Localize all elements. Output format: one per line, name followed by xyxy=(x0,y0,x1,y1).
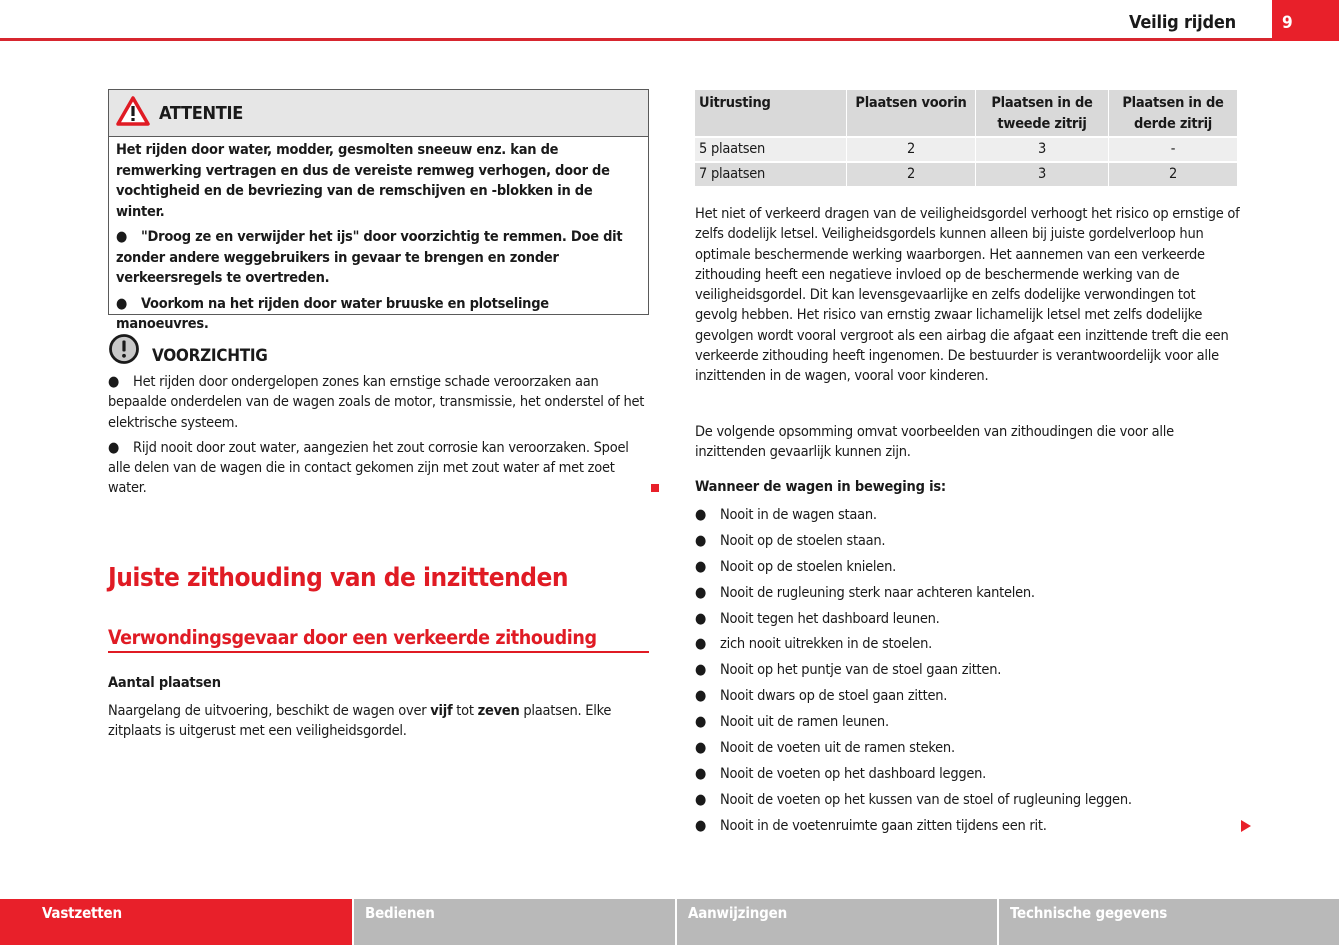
text: plaatsen. Elke zitplaats is uitgerust met een veiligheidsgordel. xyxy=(108,703,612,740)
bullet-icon: ● xyxy=(116,229,128,245)
bullet-icon: ● xyxy=(695,765,707,782)
list-item xyxy=(695,712,1240,738)
list-item-text: Nooit de voeten op het kussen van de stoel of rugleuning leggen. xyxy=(720,791,1132,808)
list-item xyxy=(695,634,1240,660)
section-title: Veilig rijden xyxy=(1129,12,1236,33)
section-heading: Juiste zithouding van de inzittenden xyxy=(108,563,568,593)
table-cell: 3 xyxy=(976,138,1109,163)
caution-body xyxy=(108,372,653,499)
bullet-icon: ● xyxy=(695,662,707,679)
list-item-text: Nooit op de stoelen knielen. xyxy=(720,558,896,575)
caution-header xyxy=(108,336,653,366)
list-item-text: Nooit op de stoelen staan. xyxy=(720,532,886,549)
list-item-text: Nooit tegen het dashboard leunen. xyxy=(720,610,940,627)
bold-five: vijf xyxy=(430,703,453,719)
bullet-icon: ● xyxy=(695,688,707,705)
column-header: Plaatsen in de derde zitrij xyxy=(1109,90,1237,138)
list-item xyxy=(695,505,1240,531)
bullet-icon: ● xyxy=(695,507,707,523)
column-header: Plaatsen in de tweede zitrij xyxy=(976,90,1109,138)
seats-table xyxy=(695,90,1237,188)
list-item-text: Nooit de rugleuning sterk naar achteren kantelen. xyxy=(720,584,1035,601)
column-header: Uitrusting xyxy=(695,90,847,138)
list-item-text: Nooit in de voetenruimte gaan zitten tijdens een rit. xyxy=(720,817,1047,834)
warning-bullet-text: Voorkom na het rijden door water bruuske en plotselinge manoeuvres. xyxy=(116,295,549,332)
warning-header xyxy=(109,90,648,137)
section-subheading: Verwondingsgevaar door een verkeerde zithouding xyxy=(108,626,649,653)
tab-vastzetten[interactable]: Vastzetten xyxy=(0,899,352,945)
list-item xyxy=(695,764,1240,790)
list-item-text: Nooit de voeten uit de ramen steken. xyxy=(720,740,955,757)
list-item xyxy=(695,660,1240,686)
list-item xyxy=(695,738,1240,764)
list-item xyxy=(695,686,1240,712)
dangerous-postures-list xyxy=(695,505,1240,842)
exclamation-circle-icon xyxy=(108,333,140,369)
bullet-icon: ● xyxy=(695,714,707,731)
caution-bullet-text: Rijd nooit door zout water, aangezien het zout corrosie kan veroorzaken. Spoel alle delen van de wagen die in contact gekomen zijn met zout water af met zoet water. xyxy=(108,439,629,497)
list-item-text: Nooit in de wagen staan. xyxy=(720,507,877,523)
bullet-icon: ● xyxy=(695,817,707,834)
caution-bullet xyxy=(108,438,653,499)
seatbelt-paragraph: Het niet of verkeerd dragen van de veiligheidsgordel verhoogt het risico op ernstige of zelfs dodelijk letsel. Veiligheidsgordels kunnen alleen bij juiste gordelverloop hun optimale beschermende werking waarborgen. Het aannemen van een verkeerde zithouding heeft een negatieve invloed op de beschermende werking van de veiligheidsgordel. Dit kan levensgevaarlijke en zelfs dodelijke verwondingen tot gevolg hebben. Het risico van ernstig zwaar lichamelijk letsel met zelfs dodelijke gevolgen wordt vooral vergroot als een airbag die afgaat een inzittende treft die een verkeerde zithouding heeft ingenomen. De bestuurder is verantwoordelijk voor alle inzittenden in de wagen, vooral voor kinderen. xyxy=(695,206,1240,385)
warning-title: ATTENTIE xyxy=(159,102,243,124)
table-cell: 3 xyxy=(976,163,1109,188)
table-cell: 7 plaatsen xyxy=(695,163,847,188)
table-cell: 2 xyxy=(847,138,976,163)
caution-title: VOORZICHTIG xyxy=(152,346,268,366)
tab-technische-gegevens[interactable]: Technische gegevens xyxy=(997,899,1339,945)
caution-bullet-text: Het rijden door ondergelopen zones kan ernstige schade veroorzaken aan bepaalde onderdelen van de wagen zoals de motor, transmissie, het onderstel of het elektrische systeem. xyxy=(108,374,645,431)
list-item xyxy=(695,609,1240,635)
list-item-text: Nooit uit de ramen leunen. xyxy=(720,714,889,731)
bullet-icon: ● xyxy=(108,439,120,456)
seats-paragraph xyxy=(108,701,653,742)
table-cell: 5 plaatsen xyxy=(695,138,847,163)
seats-heading: Aantal plaatsen xyxy=(108,675,221,691)
list-item xyxy=(695,531,1240,557)
warning-bullet xyxy=(116,294,640,335)
header-rule xyxy=(0,38,1272,41)
warning-bullet-text: "Droog ze en verwijder het ijs" door voorzichtig te remmen. Doe dit zonder andere weggebruikers in gevaar te brengen en zonder verkeersregels te overtreden. xyxy=(116,229,623,286)
table-cell: - xyxy=(1109,138,1237,163)
voorzichtig-caution xyxy=(108,336,653,504)
text: Naargelang de uitvoering, beschikt de wagen over xyxy=(108,703,431,719)
list-item xyxy=(695,816,1240,842)
warning-triangle-icon xyxy=(115,95,151,131)
warning-body xyxy=(109,137,648,335)
chapter-tabs xyxy=(0,899,1339,945)
list-item-text: zich nooit uitrekken in de stoelen. xyxy=(720,636,932,653)
list-item xyxy=(695,557,1240,583)
list-item-text: Nooit dwars op de stoel gaan zitten. xyxy=(720,688,948,705)
attentie-warning-box xyxy=(108,89,649,332)
list-heading: Wanneer de wagen in beweging is: xyxy=(695,479,946,495)
tab-bedienen[interactable]: Bedienen xyxy=(352,899,675,945)
bullet-icon: ● xyxy=(695,791,707,808)
text: tot xyxy=(452,703,478,719)
bullet-icon: ● xyxy=(695,584,707,601)
bullet-icon: ● xyxy=(695,740,707,757)
bullet-icon: ● xyxy=(695,636,707,653)
continue-arrow-icon xyxy=(1241,820,1251,832)
table-cell: 2 xyxy=(1109,163,1237,188)
examples-intro-paragraph: De volgende opsomming omvat voorbeelden van zithoudingen die voor alle inzittenden gevaarlijk kunnen zijn. xyxy=(695,424,1174,461)
page-number: 9 xyxy=(1272,0,1339,41)
table-row xyxy=(695,138,1237,163)
list-item xyxy=(695,790,1240,816)
bullet-icon: ● xyxy=(108,374,120,390)
table-header-row xyxy=(695,90,1237,138)
bullet-icon: ● xyxy=(695,532,707,549)
bullet-icon: ● xyxy=(116,295,128,312)
warning-bullet xyxy=(116,227,640,289)
bold-seven: zeven xyxy=(477,703,520,719)
bullet-icon: ● xyxy=(695,558,707,575)
tab-aanwijzingen[interactable]: Aanwijzingen xyxy=(675,899,997,945)
bullet-icon: ● xyxy=(695,610,707,627)
list-item-text: Nooit op het puntje van de stoel gaan zitten. xyxy=(720,662,1002,679)
column-header: Plaatsen voorin xyxy=(847,90,976,138)
table-cell: 2 xyxy=(847,163,976,188)
list-item xyxy=(695,583,1240,609)
caution-bullet xyxy=(108,372,653,433)
warning-intro: Het rijden door water, modder, gesmolten sneeuw enz. kan de remwerking vertragen en dus de vereiste remweg verhogen, door de vochtigheid en de bevriezing van de remschijven en -blokken in de winter. xyxy=(116,142,610,220)
end-of-section-square-icon xyxy=(651,484,659,492)
table-row xyxy=(695,163,1237,188)
list-item-text: Nooit de voeten op het dashboard leggen. xyxy=(720,765,987,782)
